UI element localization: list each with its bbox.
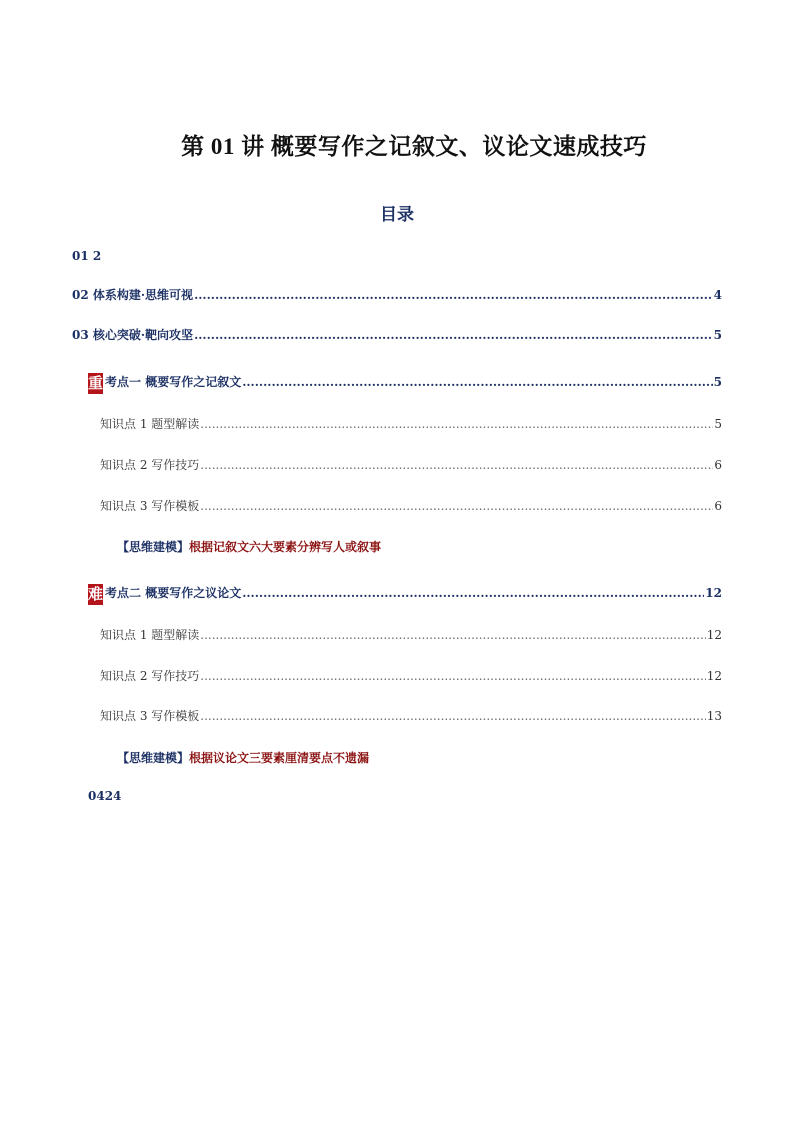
toc-entry-kp1-item-3[interactable] [100,498,722,514]
dot-leader [200,708,705,724]
toc-entry-label: 考点二 概要写作之议论文 [105,586,242,600]
model-bracket-label: 【思维建模】 [117,751,190,765]
page-title: 第 01 讲 概要写作之记叙文、议论文速成技巧 [181,134,647,159]
toc-entry-label: 知识点 1 题型解读 [100,628,200,642]
dot-leader [200,668,705,684]
toc-page-number: 12 [706,669,722,683]
toc-page-number: 5 [713,328,722,342]
toc-entry-label: 知识点 3 写作模板 [100,499,200,513]
toc-page-number: 12 [706,628,722,642]
toc-entry-kaodian-2[interactable] [88,582,722,603]
model-bracket-label: 【思维建模】 [117,540,190,554]
toc-page-number: 5 [714,417,722,431]
toc-entry-kp2-item-1[interactable] [100,627,722,643]
toc-entry-kp1-item-2[interactable] [100,457,722,473]
dot-leader [194,327,713,343]
toc-entry-label: 知识点 2 写作技巧 [100,669,200,683]
toc-entry-03[interactable] [72,327,722,343]
model-text: 根据记叙文六大要素分辨写人或叙事 [189,540,382,554]
dot-leader [200,627,705,643]
toc-page-number: 5 [713,375,722,389]
toc-thinking-model-2[interactable] [117,749,369,766]
toc-entry-kp1-item-1[interactable] [100,416,722,432]
dot-leader [200,498,713,514]
dot-leader [242,374,712,390]
toc-thinking-model-1[interactable] [117,538,381,555]
toc-entry-label: 知识点 1 题型解读 [100,417,200,431]
toc-entry-kaodian-1[interactable] [88,371,722,392]
toc-entry-label: 知识点 2 写作技巧 [100,458,200,472]
toc-entry-label: 考点一 概要写作之记叙文 [105,375,242,389]
toc-entry-02[interactable] [72,287,722,303]
toc-entry-04[interactable]: 0424 [88,789,122,803]
toc-entry-label: 02 体系构建·思维可视 [72,288,194,302]
toc-heading: 目录 [380,205,414,225]
toc-entry-kp2-item-2[interactable] [100,668,722,684]
toc-page-number: 6 [714,458,722,472]
difficulty-badge-icon: 难 [88,585,104,603]
toc-entry-01[interactable]: 01 2 [72,249,102,263]
dot-leader [200,457,713,473]
toc-entry-label: 知识点 3 写作模板 [100,709,200,723]
key-point-badge-icon: 重 [88,374,104,392]
toc-page-number: 6 [714,499,722,513]
model-text: 根据议论文三要素厘清要点不遗漏 [189,751,370,765]
toc-page-number: 12 [705,586,722,600]
dot-leader [242,585,704,601]
toc-page-number: 4 [713,288,722,302]
dot-leader [200,416,713,432]
toc-entry-kp2-item-3[interactable] [100,708,722,724]
toc-page-number: 13 [706,709,722,723]
dot-leader [194,287,713,303]
toc-entry-label: 03 核心突破·靶向攻坚 [72,328,194,342]
